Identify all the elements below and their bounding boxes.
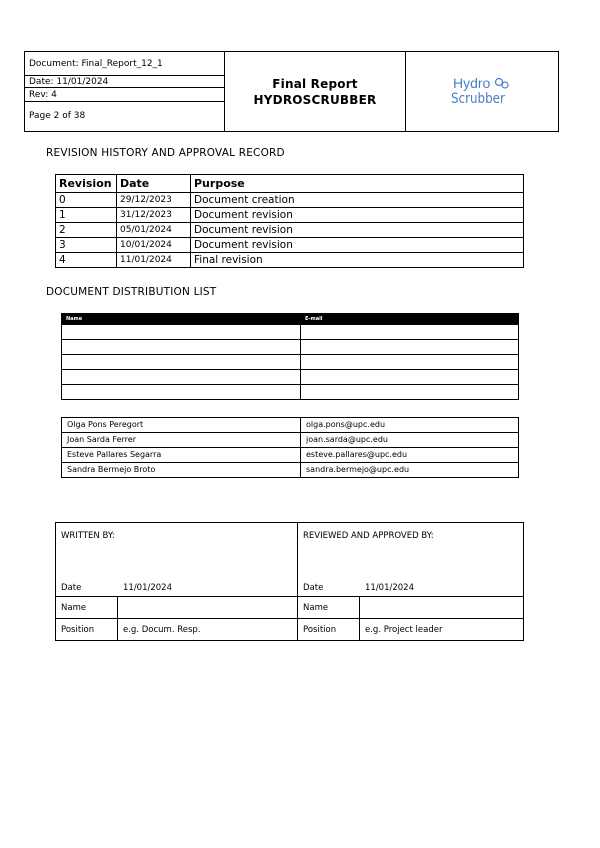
revision-purpose: Document revision — [191, 238, 524, 253]
revision-date: 10/01/2024 — [117, 238, 191, 253]
reviewed-date-label: Date — [303, 583, 324, 593]
revision-number: 2 — [56, 223, 117, 238]
revision-purpose: Document creation — [191, 193, 524, 208]
written-position: e.g. Docum. Resp. — [118, 619, 298, 641]
empty-cell — [62, 325, 301, 340]
empty-cell — [62, 340, 301, 355]
contact-email[interactable]: esteve.pallares@upc.edu — [301, 448, 519, 463]
position-row — [56, 619, 524, 641]
written-name-label: Name — [56, 597, 118, 619]
distribution-section-title: DOCUMENT DISTRIBUTION LIST — [46, 286, 217, 298]
col-email: E-mail — [301, 314, 519, 325]
header-title — [225, 52, 406, 131]
name-row — [56, 597, 524, 619]
table-row — [62, 448, 519, 463]
empty-cell — [301, 325, 519, 340]
reviewed-by-cell — [298, 523, 524, 597]
revision-date: 29/12/2023 — [117, 193, 191, 208]
col-revision: Revision — [56, 175, 117, 193]
report-title: Final Report — [272, 76, 358, 91]
table-row — [62, 418, 519, 433]
table-row — [56, 238, 524, 253]
contacts-table — [61, 417, 519, 478]
contact-email[interactable]: joan.sarda@upc.edu — [301, 433, 519, 448]
revision-number: 0 — [56, 193, 117, 208]
contact-name: Esteve Pallares Segarra — [62, 448, 301, 463]
table-row — [62, 385, 519, 400]
logo — [406, 52, 558, 131]
revision-table — [55, 174, 524, 268]
empty-cell — [301, 385, 519, 400]
written-by-cell — [56, 523, 298, 597]
table-row — [56, 208, 524, 223]
approval-table — [55, 522, 524, 641]
bubbles-icon — [493, 77, 511, 91]
reviewed-position-label: Position — [298, 619, 360, 641]
contact-name: Joan Sarda Ferrer — [62, 433, 301, 448]
revision-purpose: Document revision — [191, 223, 524, 238]
approval-top-row — [56, 523, 524, 597]
col-purpose: Purpose — [191, 175, 524, 193]
revision-purpose: Final revision — [191, 253, 524, 268]
document-date: Date: 11/01/2024 — [25, 76, 224, 88]
written-date-label: Date — [61, 583, 82, 593]
written-name-field[interactable] — [118, 597, 298, 619]
contact-name: Sandra Bermejo Broto — [62, 463, 301, 478]
empty-cell — [301, 370, 519, 385]
distribution-table-header — [62, 314, 519, 325]
reviewed-by-label: REVIEWED AND APPROVED BY: — [303, 531, 434, 541]
table-row — [62, 355, 519, 370]
revision-section-title: REVISION HISTORY AND APPROVAL RECORD — [46, 147, 285, 159]
document-header — [24, 51, 559, 132]
reviewed-date: 11/01/2024 — [365, 583, 414, 593]
reviewed-position: e.g. Project leader — [360, 619, 524, 641]
hydroscrubber-logo — [451, 75, 513, 109]
document-meta — [25, 52, 225, 131]
contact-name: Olga Pons Peregort — [62, 418, 301, 433]
document-rev: Rev: 4 — [25, 88, 224, 102]
col-name: Name — [62, 314, 301, 325]
empty-cell — [301, 340, 519, 355]
distribution-table — [61, 313, 519, 400]
revision-number: 4 — [56, 253, 117, 268]
contact-email[interactable]: olga.pons@upc.edu — [301, 418, 519, 433]
page-number: Page 2 of 38 — [29, 111, 86, 121]
empty-cell — [62, 355, 301, 370]
written-date: 11/01/2024 — [123, 583, 172, 593]
empty-cell — [62, 370, 301, 385]
table-row — [56, 223, 524, 238]
document-id: Document: Final_Report_12_1 — [25, 52, 224, 76]
revision-purpose: Document revision — [191, 208, 524, 223]
table-row — [62, 370, 519, 385]
revision-date: 11/01/2024 — [117, 253, 191, 268]
revision-date: 31/12/2023 — [117, 208, 191, 223]
empty-cell — [62, 385, 301, 400]
table-row — [62, 325, 519, 340]
logo-text-scrubber: Scrubber — [451, 90, 505, 107]
table-row — [62, 433, 519, 448]
revision-date: 05/01/2024 — [117, 223, 191, 238]
table-row — [56, 253, 524, 268]
written-by-label: WRITTEN BY: — [61, 531, 115, 541]
reviewed-name-field[interactable] — [360, 597, 524, 619]
reviewed-name-label: Name — [298, 597, 360, 619]
empty-cell — [301, 355, 519, 370]
table-row — [62, 463, 519, 478]
revision-number: 3 — [56, 238, 117, 253]
written-position-label: Position — [56, 619, 118, 641]
contact-email[interactable]: sandra.bermejo@upc.edu — [301, 463, 519, 478]
logo-text-hydro: Hydro — [453, 74, 491, 91]
table-row — [56, 193, 524, 208]
revision-number: 1 — [56, 208, 117, 223]
table-row — [62, 340, 519, 355]
project-title: HYDROSCRUBBER — [253, 92, 377, 107]
col-date: Date — [117, 175, 191, 193]
revision-table-header — [56, 175, 524, 193]
